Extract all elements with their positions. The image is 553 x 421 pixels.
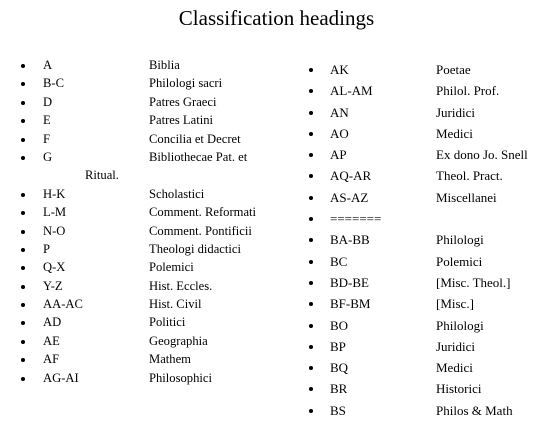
heading-code: A xyxy=(43,58,53,72)
heading-label: Biblia xyxy=(149,58,180,72)
heading-label: Bibliothecae Pat. et xyxy=(149,149,248,164)
heading-label: Comment. Pontificii xyxy=(149,223,252,238)
bullet-icon xyxy=(309,387,313,391)
bullet-icon xyxy=(21,230,25,234)
heading-code: AK xyxy=(330,62,349,77)
heading-code: AN xyxy=(330,104,349,120)
bullet-icon xyxy=(21,340,25,344)
bullet-icon xyxy=(309,153,313,157)
bullet-icon xyxy=(21,303,25,307)
heading-code: BP xyxy=(330,338,346,354)
heading-label: Polemici xyxy=(149,260,194,275)
heading-label: Hist. Civil xyxy=(149,297,202,312)
heading-code: BD-BE xyxy=(330,274,369,290)
bullet-icon xyxy=(309,260,313,264)
bullet-icon xyxy=(309,217,313,221)
page-title: Classification headings xyxy=(178,6,375,30)
bullet-icon xyxy=(21,211,25,215)
heading-code: BO xyxy=(330,317,349,333)
heading-label: Theologi didactici xyxy=(149,241,241,256)
heading-code: BC xyxy=(330,253,348,269)
heading-code: G xyxy=(43,149,53,164)
heading-label: Philosophici xyxy=(149,370,212,385)
heading-code: Q-X xyxy=(43,260,66,275)
bullet-icon xyxy=(21,64,25,68)
bullet-icon xyxy=(309,345,313,349)
bullet-icon xyxy=(21,321,25,325)
heading-label: Philologi xyxy=(436,232,484,248)
heading-label: Juridici xyxy=(436,338,475,354)
bullet-icon xyxy=(21,285,25,289)
heading-label: Mathem xyxy=(149,352,191,367)
heading-code: P xyxy=(43,241,51,256)
bullet-icon xyxy=(309,366,313,370)
bullet-icon xyxy=(21,248,25,252)
bullet-icon xyxy=(21,82,25,86)
heading-label: [Misc.] xyxy=(436,296,474,312)
bullet-icon xyxy=(21,377,25,381)
separator-text: ======= xyxy=(330,211,382,227)
bullet-icon xyxy=(21,119,25,123)
bullet-icon xyxy=(309,68,313,72)
bullet-icon xyxy=(309,409,313,413)
heading-code: BS xyxy=(330,402,346,418)
heading-label: Philos & Math xyxy=(436,402,513,418)
heading-label: Patres Graeci xyxy=(149,94,217,109)
heading-code: BF-BM xyxy=(330,296,371,312)
bullet-icon xyxy=(21,156,25,160)
heading-code: BA-BB xyxy=(330,232,370,248)
heading-label: Poetae xyxy=(436,62,471,77)
bullet-icon xyxy=(21,138,25,142)
heading-label: Miscellanei xyxy=(436,189,497,205)
bullet-icon xyxy=(309,281,313,285)
heading-label: Comment. Reformati xyxy=(149,205,257,220)
heading-label: Patres Latini xyxy=(149,113,214,128)
heading-code: AP xyxy=(330,147,347,163)
heading-label: Historici xyxy=(436,381,482,397)
heading-code: N-O xyxy=(43,223,66,238)
heading-label: Politici xyxy=(149,315,186,330)
heading-label: Theol. Pract. xyxy=(436,168,503,184)
heading-code: AQ-AR xyxy=(330,168,372,184)
bullet-icon xyxy=(21,101,25,105)
heading-label: Geographia xyxy=(149,333,208,348)
bullet-icon xyxy=(21,266,25,270)
heading-label: Medici xyxy=(436,360,473,376)
heading-code: Y-Z xyxy=(43,278,63,293)
bullet-icon xyxy=(21,358,25,362)
bullet-icon xyxy=(309,302,313,306)
heading-label: Philol. Prof. xyxy=(436,83,500,99)
bullet-icon xyxy=(309,89,313,93)
bullet-icon xyxy=(309,196,313,200)
heading-code: AE xyxy=(43,333,60,348)
heading-label: Ex dono Jo. Snell xyxy=(436,147,528,163)
heading-code: F xyxy=(43,131,51,146)
heading-code: AD xyxy=(43,315,62,330)
bullet-icon xyxy=(21,193,25,197)
heading-label: Juridici xyxy=(436,104,475,120)
heading-code: BR xyxy=(330,381,348,397)
bullet-icon xyxy=(309,324,313,328)
bullet-icon xyxy=(309,174,313,178)
heading-label: Medici xyxy=(436,125,473,141)
heading-label: [Misc. Theol.] xyxy=(436,274,511,290)
heading-code: E xyxy=(43,113,51,128)
heading-code: L-M xyxy=(43,205,67,220)
heading-label: Philologi xyxy=(436,317,484,333)
heading-code: AF xyxy=(43,352,60,367)
heading-label: Hist. Eccles. xyxy=(149,278,213,293)
heading-code: AG-AI xyxy=(43,370,79,385)
heading-label: Scholastici xyxy=(149,186,205,201)
heading-code: AS-AZ xyxy=(330,189,369,205)
heading-code: H-K xyxy=(43,186,66,201)
bullet-icon xyxy=(309,111,313,115)
heading-code: AO xyxy=(330,125,349,141)
heading-code: BQ xyxy=(330,360,349,376)
heading-label-continuation: Ritual. xyxy=(85,168,119,183)
heading-code: AL-AM xyxy=(330,83,373,99)
heading-code: AA-AC xyxy=(43,297,83,312)
bullet-icon xyxy=(309,132,313,136)
heading-label: Polemici xyxy=(436,253,483,269)
bullet-icon xyxy=(309,238,313,242)
heading-label: Concilia et Decret xyxy=(149,131,241,146)
heading-label: Philologi sacri xyxy=(149,76,223,91)
heading-code: B-C xyxy=(43,76,64,91)
heading-code: D xyxy=(43,94,53,109)
